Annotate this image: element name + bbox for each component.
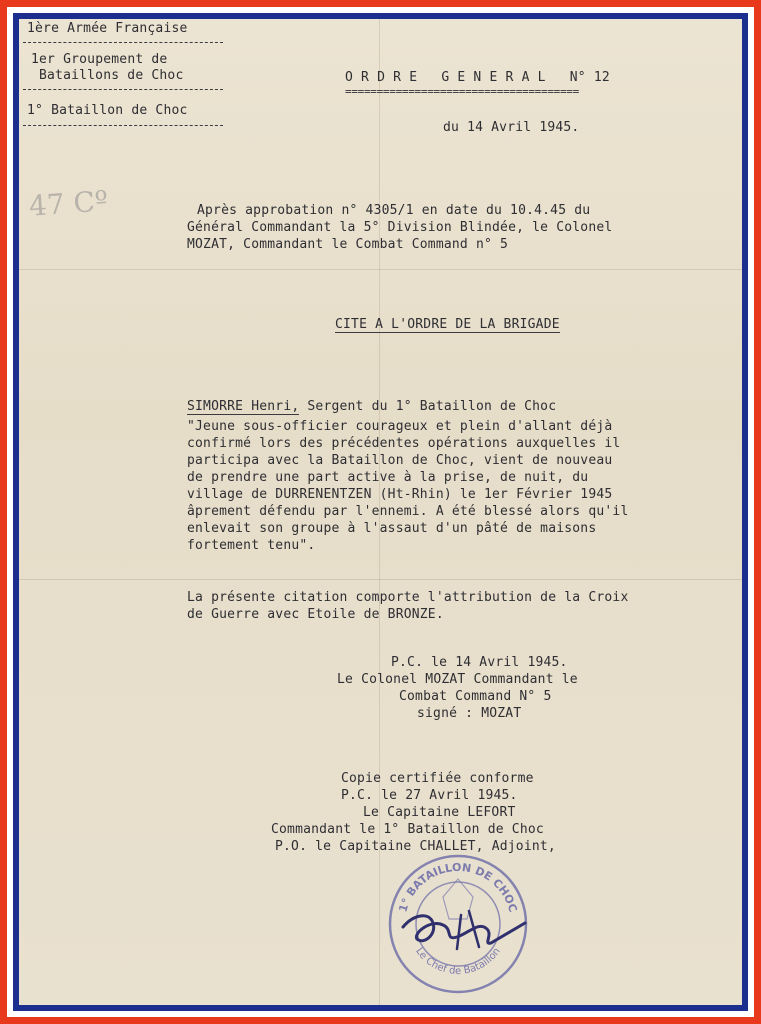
signature-colonel: Le Colonel MOZAT Commandant le (337, 672, 578, 687)
order-date: du 14 Avril 1945. (443, 120, 580, 135)
certification-adjoint: P.O. le Capitaine CHALLET, Adjoint, (275, 839, 556, 854)
citation-line: village de DURRENENTZEN (Ht-Rhin) le 1er Février 1945 (187, 487, 613, 502)
stamp-bottom-text: Le Chef de Bataillon (413, 946, 503, 977)
handwritten-signature (403, 916, 525, 944)
header-rule (23, 125, 223, 126)
svg-text:Le Chef de Bataillon (413, 946, 503, 977)
signature-signed: signé : MOZAT (417, 706, 522, 721)
citation-line: participa avec la Bataillon de Choc, vient de nouveau (187, 453, 613, 468)
unit-battalion: 1° Bataillon de Choc (27, 103, 188, 118)
certification-date: P.C. le 27 Avril 1945. (341, 788, 518, 803)
header-rule (23, 42, 223, 43)
approval-line-3: MOZAT, Commandant le Combat Command n° 5 (187, 237, 509, 252)
citation-rank: Sergent du 1° Bataillon de Choc (299, 399, 557, 414)
document-paper (19, 19, 742, 1005)
citation-line: enlevait son groupe à l'assaut d'un pâté de maisons (187, 521, 597, 536)
citation-line: fortement tenu". (187, 538, 316, 553)
citation-line: âprement défendu par l'ennemi. A été blessé alors qu'il (187, 504, 629, 519)
citation-line: confirmé lors des précédentes opérations auxquelles il (187, 436, 621, 451)
citation-line: "Jeune sous-officier courageux et plein d'allant déjà (187, 419, 613, 434)
unit-group: 1er Groupement de (31, 52, 168, 67)
award-line-2: de Guerre avec Etoile de BRONZE. (187, 607, 444, 622)
unit-army: 1ère Armée Française (27, 21, 188, 36)
paper-fold (19, 269, 742, 270)
order-title: O R D R E G E N E R A L N° 12 (345, 70, 610, 85)
pencil-annotation: 47 Cº (27, 184, 110, 223)
approval-line-2: Général Commandant la 5° Division Blindée, le Colonel (187, 220, 613, 235)
header-rule (23, 89, 223, 90)
signature-command: Combat Command N° 5 (399, 689, 552, 704)
award-line-1: La présente citation comporte l'attribution de la Croix (187, 590, 629, 605)
citation-name: SIMORRE Henri, (187, 399, 300, 414)
signature-place-date: P.C. le 14 Avril 1945. (391, 655, 568, 670)
citation-line: de prendre une part active à la prise, de nuit, du (187, 470, 589, 485)
svg-text:1° BATAILLON DE CHOC (396, 861, 519, 914)
title-underline: ===================================== (345, 85, 579, 98)
approval-line-1: Après approbation n° 4305/1 en date du 10.4.45 du (197, 203, 591, 218)
certification-copy: Copie certifiée conforme (341, 771, 534, 786)
battalion-stamp (383, 849, 533, 999)
certification-captain: Le Capitaine LEFORT (363, 805, 516, 820)
paper-fold (19, 579, 742, 580)
citation-heading: CITE A L'ORDRE DE LA BRIGADE (335, 317, 560, 332)
unit-battalions: Bataillons de Choc (39, 68, 184, 83)
certification-commander: Commandant le 1° Bataillon de Choc (271, 822, 544, 837)
stamp-top-text: 1° BATAILLON DE CHOC (396, 860, 520, 914)
